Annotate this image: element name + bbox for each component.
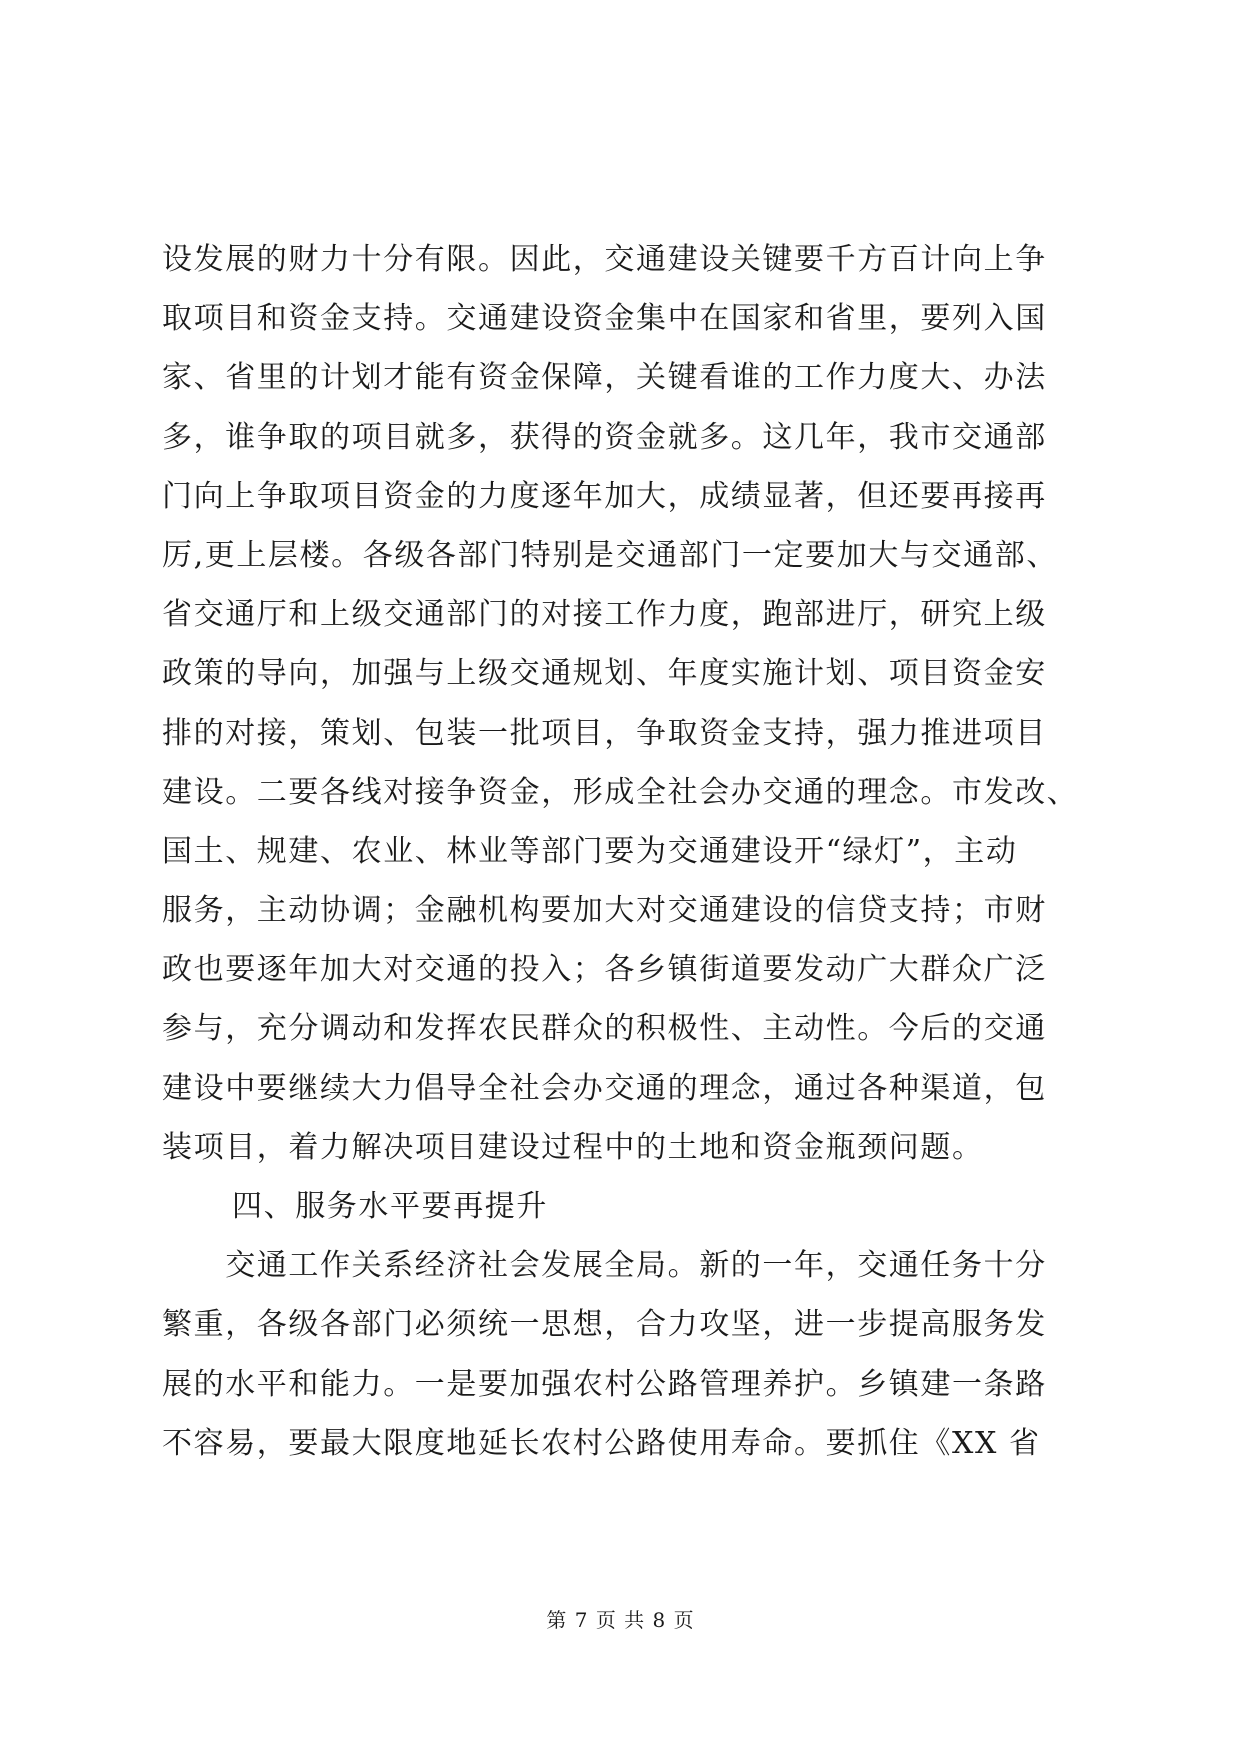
text-line: 服务，主动协调；金融机构要加大对交通建设的信贷支持；市财	[162, 893, 1047, 929]
text-line: 参与，充分调动和发挥农民群众的积极性、主动性。今后的交通	[162, 1011, 1047, 1047]
section-heading: 四、服务水平要再提升	[232, 1189, 548, 1224]
text-line: 厉,更上层楼。各级各部门特别是交通部门一定要加大与交通部、	[162, 537, 1058, 573]
text-line: 多，谁争取的项目就多，获得的资金就多。这几年，我市交通部	[162, 419, 1047, 455]
text-line: 繁重，各级各部门必须统一思想，合力攻坚，进一步提高服务发	[162, 1307, 1047, 1343]
text-line: 国土、规建、农业、林业等部门要为交通建设开“绿灯”，主动	[162, 833, 1018, 869]
text-line: 取项目和资金支持。交通建设资金集中在国家和省里，要列入国	[162, 301, 1047, 337]
text-line: 建设。二要各线对接争资金，形成全社会办交通的理念。市发改、	[162, 774, 1079, 810]
page-number: 第 7 页 共 8 页	[546, 1608, 695, 1632]
text-line: 装项目，着力解决项目建设过程中的土地和资金瓶颈问题。	[162, 1129, 984, 1165]
text-line: 政也要逐年加大对交通的投入；各乡镇街道要发动广大群众广泛	[162, 952, 1047, 988]
body-text	[162, 230, 1082, 1473]
text-line: 不容易，要最大限度地延长农村公路使用寿命。要抓住《XX 省	[162, 1425, 1041, 1461]
text-line: 交通工作关系经济社会发展全局。新的一年，交通任务十分	[162, 1248, 1047, 1284]
text-line: 建设中要继续大力倡导全社会办交通的理念，通过各种渠道，包	[162, 1070, 1047, 1106]
text-line: 门向上争取项目资金的力度逐年加大，成绩显著，但还要再接再	[162, 478, 1047, 514]
text-line: 设发展的财力十分有限。因此，交通建设关键要千方百计向上争	[162, 242, 1047, 277]
text-line: 展的水平和能力。一是要加强农村公路管理养护。乡镇建一条路	[162, 1366, 1047, 1402]
text-line: 家、省里的计划才能有资金保障，关键看谁的工作力度大、办法	[162, 360, 1047, 396]
text-line: 省交通厅和上级交通部门的对接工作力度，跑部进厅，研究上级	[162, 597, 1047, 633]
text-line: 政策的导向，加强与上级交通规划、年度实施计划、项目资金安	[162, 656, 1047, 692]
text-line: 排的对接，策划、包装一批项目，争取资金支持，强力推进项目	[162, 715, 1047, 751]
